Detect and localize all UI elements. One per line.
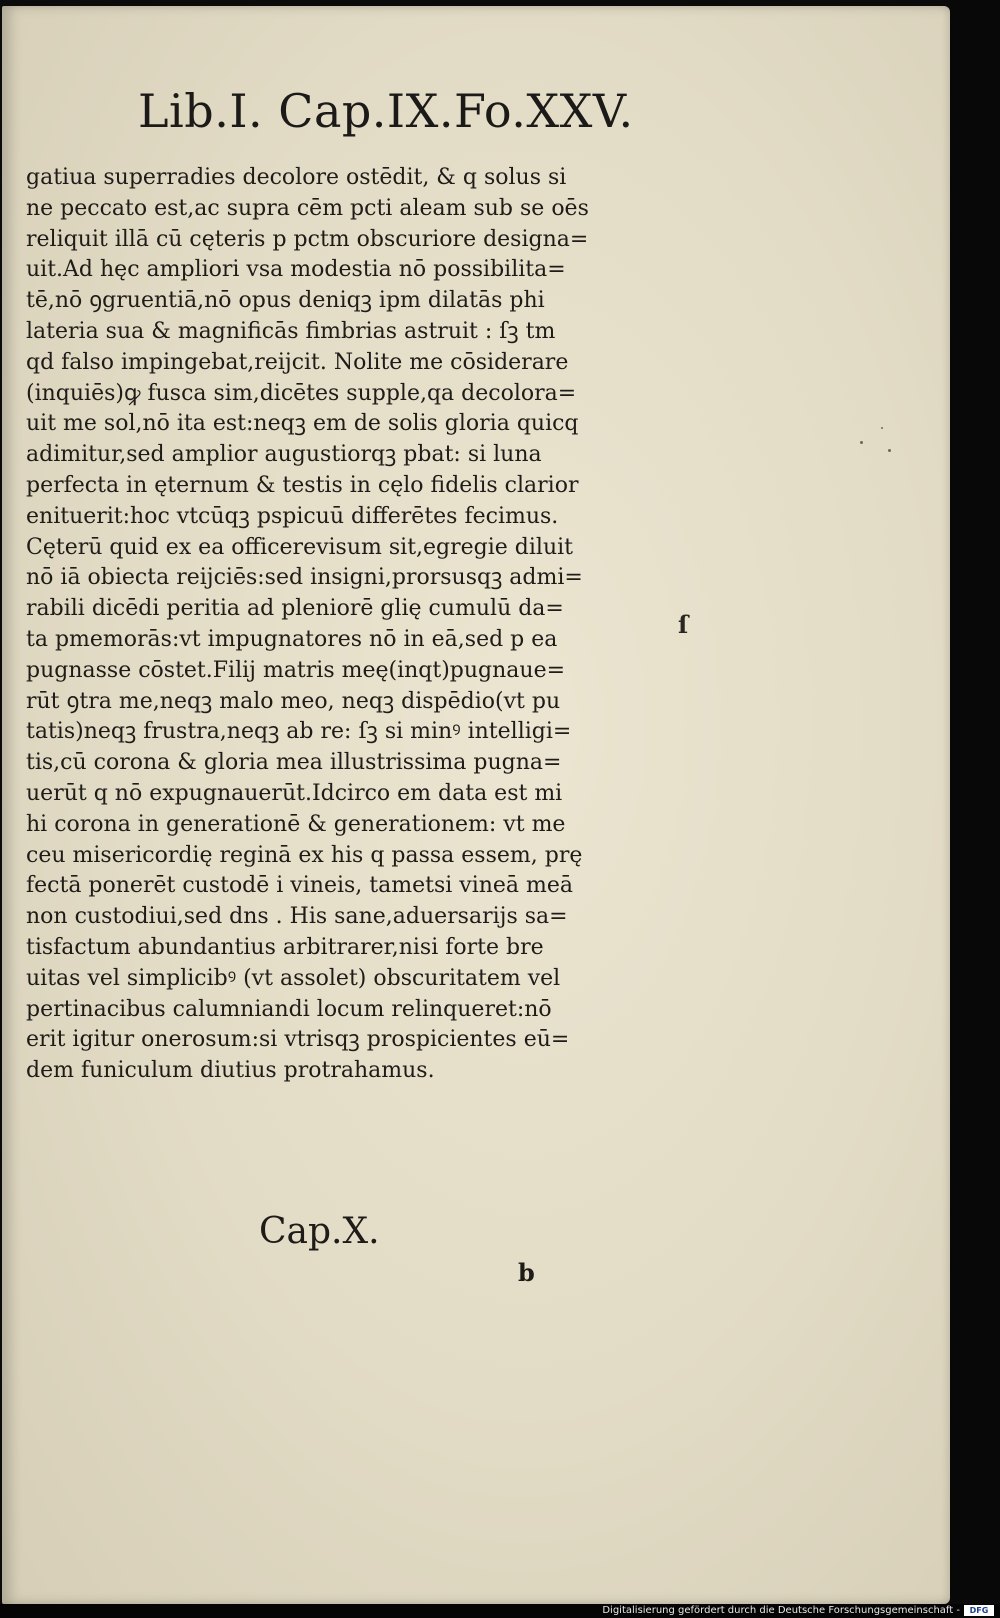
text-line: tē,nō ꝯgruentiā,nō opus deniqꝫ ipm dilatās phi (26, 288, 545, 314)
text-line: adimitur,sed amplior augustiorqꝫ pbat: si luna (26, 442, 542, 468)
margin-mark: ſ (678, 610, 689, 639)
text-line: pugnasse cōstet.Filij matris meę(inqt)pugnaue= (26, 657, 566, 683)
text-line: ta pmemorās:vt impugnatores nō in eā,sed p ea (26, 626, 558, 652)
paper-speck (881, 427, 883, 429)
text-line: reliquit illā cū cęteris p pctm obscuriore designa= (26, 226, 589, 252)
text-line: qd falso impingebat,reijcit. Nolite me cōsiderare (26, 349, 569, 375)
paper-speck (888, 449, 891, 452)
text-line: gatiua superradies decolore ostēdit, & q solus si (26, 165, 567, 190)
text-line: dem funiculum diutius protrahamus. (26, 1058, 435, 1084)
text-line: tis,cū corona & gloria mea illustrissima pugna= (26, 750, 562, 776)
text-line: uerūt q nō expugnauerūt.Idcirco em data est mi (26, 780, 563, 806)
text-line: uitas vel simplicibꝰ (vt assolet) obscuritatem vel (26, 965, 561, 991)
text-line: (inquiēs)ꝙ fusca sim,dicētes supple,qa decolora= (26, 380, 577, 406)
running-head: Lib.I. Cap.IX.Fo.XXV. (138, 84, 634, 138)
chapter-heading: Cap.X. (259, 1211, 380, 1252)
dfg-logo: DFG (964, 1605, 994, 1616)
text-line: rūt ꝯtra me,neqꝫ malo meo, neqꝫ dispēdio(vt pu (26, 688, 561, 714)
text-line: uit.Ad hęc ampliori vsa modestia nō possibilita= (26, 257, 566, 283)
text-line: pertinacibus calumniandi locum relinqueret:nō (26, 996, 552, 1022)
footer-credit: Digitalisierung gefördert durch die Deutsche Forschungsgemeinschaft - (602, 1605, 960, 1616)
text-line: ceu misericordię reginā ex his q passa essem, prę (26, 842, 583, 868)
text-line: non custodiui,sed dns . His sane,aduersarijs sa= (26, 904, 568, 930)
text-line: fectā ponerēt custodē i vineis, tametsi vineā meā (26, 873, 574, 899)
text-line: erit igitur onerosum:si vtrisqꝫ prospicientes eū= (26, 1027, 570, 1053)
text-line: uit me sol,nō ita est:neqꝫ em de solis gloria quicq (26, 411, 579, 437)
text-line: Cęterū quid ex ea officerevisum sit,egregie diluit (26, 534, 574, 560)
paper-speck (860, 441, 863, 444)
body-text (26, 163, 666, 1087)
scan-background-edge (950, 0, 1000, 1600)
text-line: tatis)neqꝫ frustra,neqꝫ ab re: ſꝫ si minꝰ intelligi= (26, 719, 572, 745)
text-line: tisfactum abundantius arbitrarer,nisi forte bre (26, 934, 544, 960)
text-line: rabili dicēdi peritia ad pleniorē glię cumulū da= (26, 596, 564, 622)
text-line: perfecta in ęternum & testis in cęlo fidelis clarior (26, 472, 579, 498)
signature-mark: b (518, 1258, 535, 1287)
book-page (2, 6, 950, 1604)
text-line: lateria sua & magnificās fimbrias astruit : ſꝫ tm (26, 318, 556, 344)
text-line: enituerit:hoc vtcūqꝫ pspicuū differētes fecimus. (26, 503, 559, 529)
text-line: hi corona in generationē & generationem: vt me (26, 811, 566, 837)
text-line: ne peccato est,ac supra cēm pcti aleam sub se oēs (26, 195, 589, 221)
text-line: nō iā obiecta reijciēs:sed insigni,prorsusqꝫ admi= (26, 565, 583, 591)
